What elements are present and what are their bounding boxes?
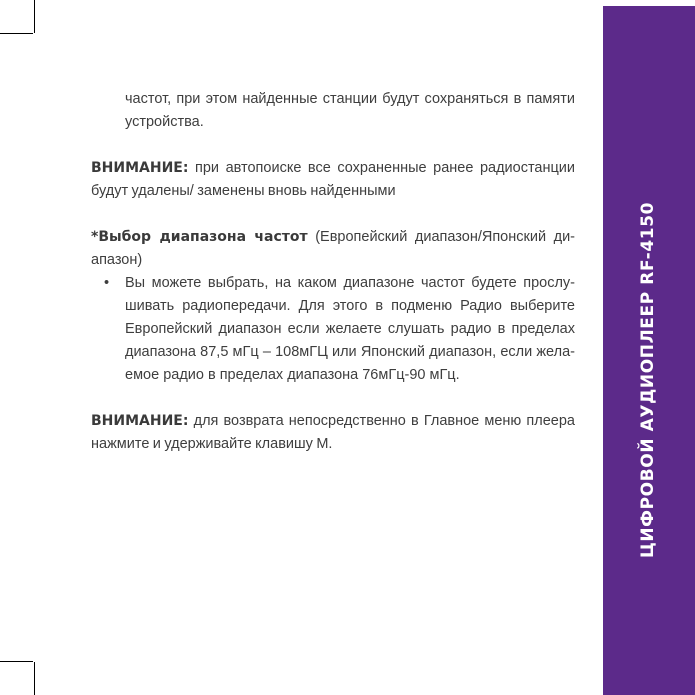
- bullet-dot: •: [104, 275, 110, 291]
- band-section-heading: [91, 226, 575, 272]
- crop-mark-bottom-horizontal: [0, 661, 33, 662]
- bullet-line-5: емое радио в пределах диапазона 76мГц-90 мГц.: [125, 367, 460, 383]
- warning-autosearch-line-1: [91, 157, 575, 180]
- intro-line-2: устройства.: [125, 114, 204, 130]
- crop-mark-top-vertical: [34, 0, 35, 33]
- crop-mark-bottom-vertical: [34, 662, 35, 695]
- band-heading-line-1: [91, 226, 575, 249]
- intro-paragraph: [91, 88, 575, 134]
- warning-label-2: ВНИМАНИЕ:: [91, 413, 189, 429]
- crop-mark-top-horizontal: [0, 33, 33, 34]
- warning-autosearch: [91, 157, 575, 203]
- warning-main-menu-line-1: [91, 410, 575, 433]
- manual-page-content: [91, 88, 575, 456]
- warning-main-menu-text-1: для возврата непосредственно в Главное меню плеера: [188, 413, 575, 429]
- band-heading-line-2: апазон): [91, 252, 143, 268]
- warning-main-menu-line-2: нажмите и удерживайте клавишу М.: [91, 436, 333, 452]
- bullet-line-1: Вы можете выбрать, на каком диапазоне частот будете прослу-: [125, 275, 575, 291]
- side-band-top-gap: [603, 0, 695, 6]
- band-bullet-item: [91, 272, 575, 387]
- band-heading-rest: (Европейский диапазон/Японский ди-: [307, 229, 575, 245]
- warning-autosearch-text-1: при автопоиске все сохраненные ранее радиостанции: [188, 160, 575, 176]
- bullet-line-2: шивать радиопередачи. Для этого в подменю Радио выберите: [125, 298, 575, 314]
- warning-autosearch-line-2: будут удалены/ заменены вновь найденными: [91, 183, 396, 199]
- bullet-line-4: диапазона 87,5 мГц – 108мГЦ или Японский диапазон, если жела-: [125, 344, 575, 360]
- intro-line-1: частот, при этом найденные станции будут сохраняться в памяти: [125, 91, 575, 107]
- warning-main-menu: [91, 410, 575, 456]
- bullet-line-3: Европейский диапазон если желаете слушать радио в пределах: [125, 321, 575, 337]
- band-heading-label: *Выбор диапазона частот: [91, 229, 308, 245]
- side-title: ЦИФРОВОЙ АУДИОПЛЕЕР RF-4150: [638, 201, 658, 559]
- warning-label: ВНИМАНИЕ:: [91, 160, 189, 176]
